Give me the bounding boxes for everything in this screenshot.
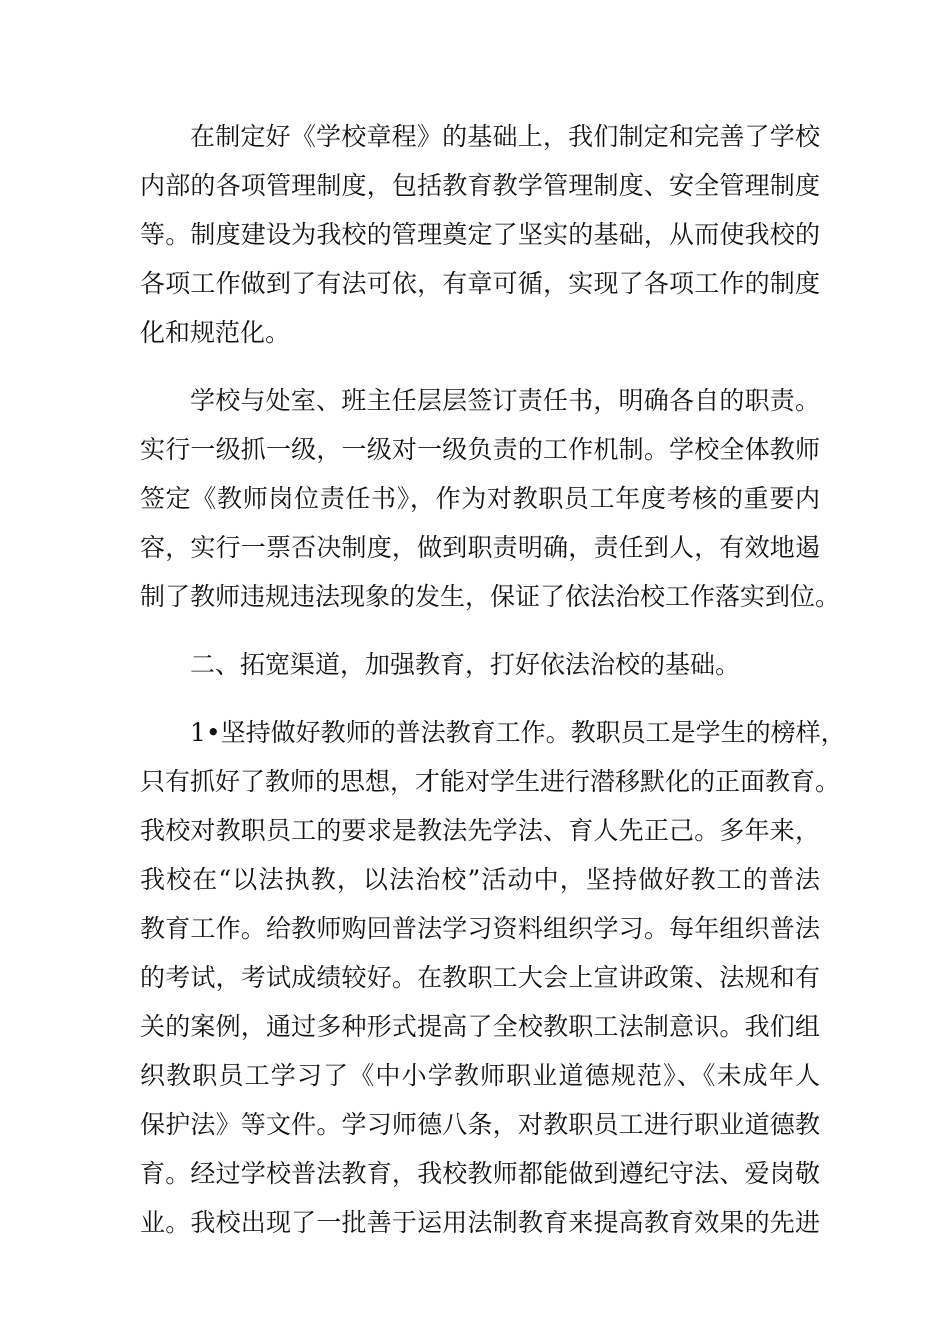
paragraph-line: 织教职员工学习了《中小学教师职业道德规范》、《未成年人: [140, 1061, 820, 1090]
paragraph-line: 制了教师违规违法现象的发生，保证了依法治校工作落实到位。: [140, 582, 841, 611]
paragraph-line: 保护法》等文件。学习师德八条，对教职员工进行职业道德教: [140, 1110, 820, 1139]
section-heading: [140, 640, 820, 689]
paragraph-line: 在制定好《学校章程》的基础上，我们制定和完善了学校: [190, 122, 820, 151]
paragraph-3: [140, 708, 846, 1247]
paragraph-line: 只有抓好了教师的思想，才能对学生进行潜移默化的正面教育。: [140, 767, 841, 796]
document-body: [140, 112, 846, 1247]
paragraph-line: 容，实行一票否决制度，做到职责明确，责任到人，有效地遏: [140, 533, 820, 562]
paragraph-line: 各项工作做到了有法可依，有章可循，实现了各项工作的制度: [140, 269, 820, 298]
paragraph-1: [140, 112, 820, 357]
paragraph-line: 签定《教师岗位责任书》，作为对教职员工年度考核的重要内: [140, 484, 820, 513]
paragraph-line: 的考试，考试成绩较好。在教职工大会上宣讲政策、法规和有: [140, 963, 820, 992]
paragraph-line: 实行一级抓一级，一级对一级负责的工作机制。学校全体教师: [140, 435, 820, 464]
paragraph-line: 教育工作。给教师购回普法学习资料组织学习。每年组织普法: [140, 914, 820, 943]
paragraph-line: 我校在“以法执教，以法治校”活动中，坚持做好教工的普法: [140, 865, 820, 894]
paragraph-line: 学校与处室、班主任层层签订责任书，明确各自的职责。: [190, 386, 820, 415]
paragraph-line: 1•坚持做好教师的普法教育工作。教职员工是学生的榜样，: [190, 718, 846, 747]
paragraph-line: 等。制度建设为我校的管理奠定了坚实的基础，从而使我校的: [140, 220, 820, 249]
paragraph-line: 内部的各项管理制度，包括教育教学管理制度、安全管理制度: [140, 171, 820, 200]
heading-line: 二、拓宽渠道，加强教育，打好依法治校的基础。: [190, 650, 741, 679]
paragraph-line: 我校对教职员工的要求是教法先学法、育人先正己。多年来，: [140, 816, 820, 845]
paragraph-line: 关的案例，通过多种形式提高了全校教职工法制意识。我们组: [140, 1012, 820, 1041]
paragraph-2: [140, 376, 841, 621]
paragraph-line: 业。我校出现了一批善于运用法制教育来提高教育效果的先进: [140, 1208, 820, 1237]
paragraph-line: 化和规范化。: [140, 318, 291, 347]
paragraph-line: 育。经过学校普法教育，我校教师都能做到遵纪守法、爱岗敬: [140, 1159, 820, 1188]
